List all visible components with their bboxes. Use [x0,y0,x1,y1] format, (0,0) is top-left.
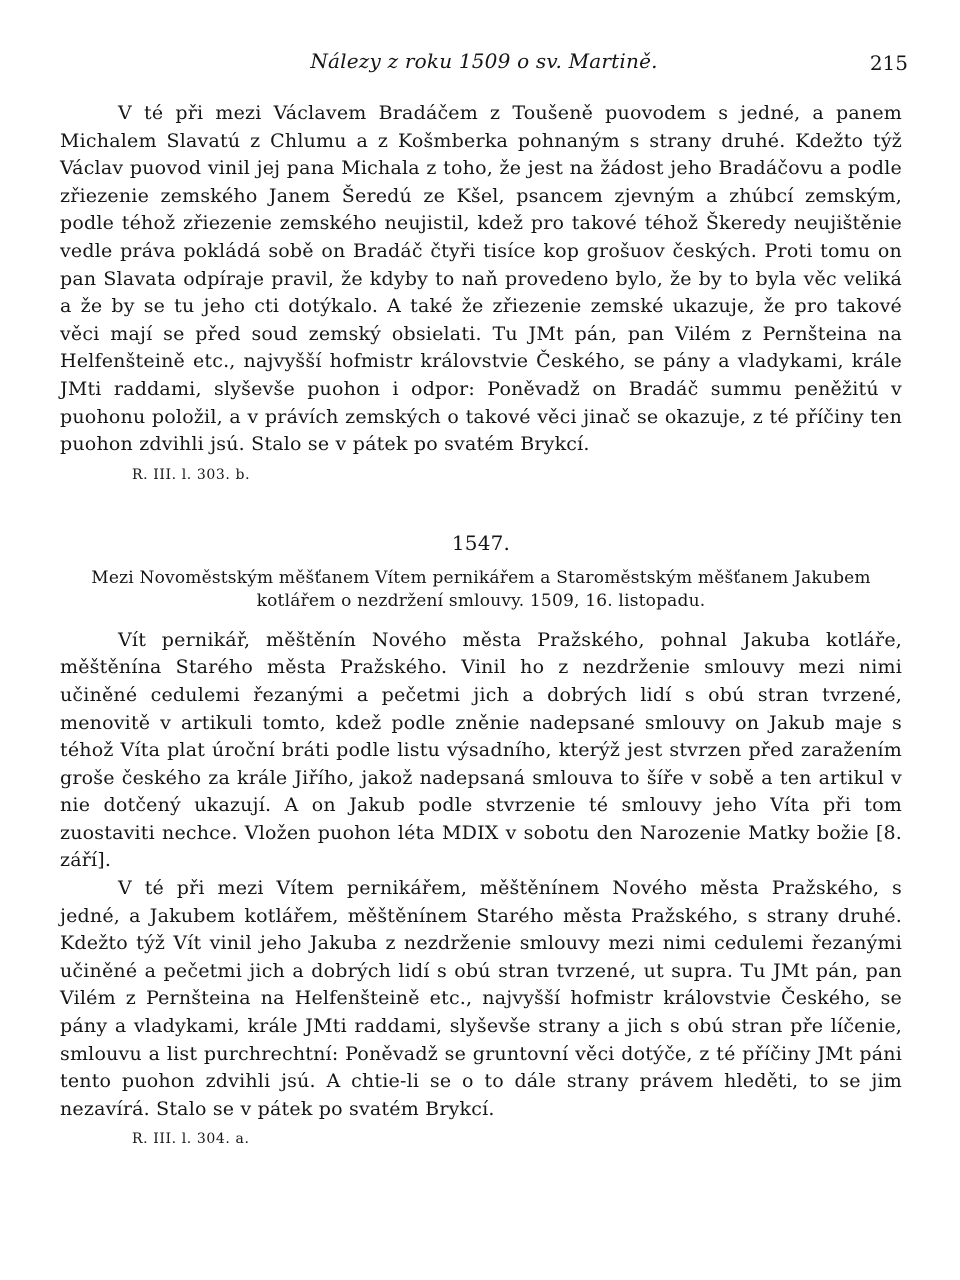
entry-number: 1547. [451,530,511,555]
source-reference: R. III. l. 304. a. [132,1131,250,1148]
verdict-paragraph: V té při mezi Václavem Bradáčem z Toušeně puovodem s jedné, a panem Michalem Slavatú z Chlumu a z Košmberka pohnaným s strany druhé. Kdežto týž Václav puovod vinil jej pana Michala z toho, že jest na žádost jeho Bradáčovu a podle zřiezenie zemského Janem Šeredú ze Kšel, psancem zjevným a zhúbcí zemským, podle téhož zřiezenie zemského neujistil, kdež pro takové téhož Škeredy neujištěnie vedle práva pokládá sobě on Bradáč čtyři tisíce kop grošuov českých. Proti tomu on pan Slavata odpíraje pravil, že kdyby to naň provedeno bylo, že by to byla věc veliká a že by se tu jeho cti dotýkalo. A také že zřiezenie zemské ukazuje, že pro takové věci mají se před soud zemský obsielati. Tu JMt pán, pan Vilém z Pernšteina na Helfenšteině etc., najvyšší hofmistr královstvie Českého, se pány a vladykami, krále JMti raddami, slyševše puohon i odpor: Poněvadž on Bradáč summu peněžitú v puohonu položil, a v právích zemských o takové věci jinač se okazuje, z té příčiny ten puohon zdvihli jsú. Stalo se v pátek po svatém Brykcí. [60,102,902,456]
text-block [60,100,902,1149]
summons-paragraph: Vít pernikář, měštěnín Nového města Pražského, pohnal Jakuba kotláře, měštěnína Starého města Pražského. Vinil ho z nezdrženie smlouvy mezi nimi učiněné cedulemi řezanými a pečetmi jich a dobrých lidí s obú stran tvrzené, menovitě v artikuli tomto, kdež podle zněnie nadepsané smlouvy on Jakub maje s téhož Víta plat úroční bráti podle listu výsadního, kterýž jest stvrzen před zaražením groše českého za krále Jiřího, jakož nadepsaná smlouva to šíře v sobě a ten artikul v nie dotčený ukazují. A on Jakub podle stvrzenie té smlouvy jeho Víta při tom zuostaviti nechce. Vložen puohon léta MDIX v sobotu den Narozenie Matky božie [8. září]. [60,628,902,872]
running-head [60,47,908,77]
page-number: 215 [869,51,908,75]
verdict-paragraph: V té při mezi Vítem pernikářem, měštěnínem Nového města Pražského, s jedné, a Jakubem kotlářem, měštěnínem Starého města Pražského, s strany druhé. Kdežto týž Vít vinil jeho Jakuba z nezdrženie smlouvy mezi nimi cedulemi řezanými učiněné a pečetmi jich a dobrých lidí s obú stran tvrzené, ut supra. Tu JMt pán, pan Vilém z Pernšteina na Helfenšteině etc., najvyšší hofmistr královstvie Českého, se pány a vladykami, krále JMti raddami, slyševše strany a jich s obú stran pře líčenie, smlouvu a list purchrechtní: Poněvadž se gruntovní věci dotýče, z té příčiny JMt páni tento puohon zdvihli jsú. A chtie-li se o to dále strany právem hleděti, to se jim nezavírá. Stalo se v pátek po svatém Brykcí. [60,877,902,1120]
running-title: Nálezy z roku 1509 o sv. Martině. [310,49,658,73]
entry-heading: Mezi Novoměstským měšťanem Vítem pernikářem a Staroměstským měšťanem Jakubem kotlářem o nezdržení smlouvy. 1509, 16. listopadu. [91,567,871,611]
source-reference: R. III. l. 303. b. [132,466,251,483]
